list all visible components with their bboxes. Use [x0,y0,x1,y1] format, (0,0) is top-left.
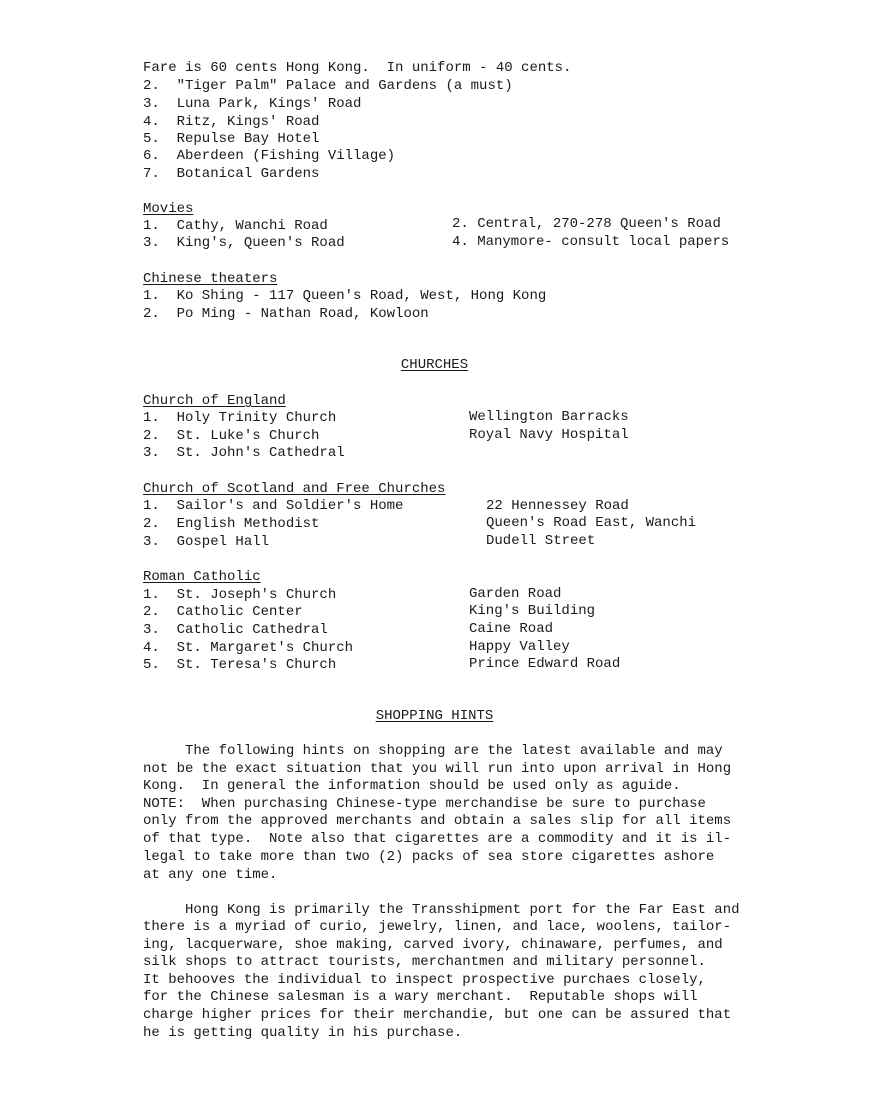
church-location: Caine Road [469,621,554,637]
church-location: Happy Valley [469,639,570,655]
movie-item: 3. King's, Queen's Road [143,235,345,251]
paragraph-line: Hong Kong is primarily the Transshipment port for the Far East and [143,902,740,918]
church-name: 1. Holy Trinity Church [143,410,337,426]
churches-title [0,357,869,374]
paragraph-line: not be the exact situation that you will run into upon arrival in Hong [143,761,732,777]
list-item: 6. Aberdeen (Fishing Village) [143,148,396,164]
paragraph-line: ing, lacquerware, shoe making, carved ivory, chinaware, perfumes, and [143,937,723,953]
fare-line: Fare is 60 cents Hong Kong. In uniform - 40 cents. [143,60,572,76]
paragraph-line: charge higher prices for their merchandie, but one can be assured that [143,1007,732,1023]
paragraph-line: there is a myriad of curio, jewelry, linen, and lace, woolens, tailor- [143,919,732,935]
paragraph-line: he is getting quality in his purchase. [143,1025,463,1041]
chinese-theaters-heading: Chinese theaters [143,271,278,287]
theater-item: 1. Ko Shing - 117 Queen's Road, West, Hong Kong [143,288,547,304]
church-location: 22 Hennessey Road [486,498,629,514]
paragraph-line: legal to take more than two (2) packs of sea store cigarettes ashore [143,849,715,865]
movie-item: 4. Manymore- consult local papers [452,234,730,250]
paragraph-line: The following hints on shopping are the latest available and may [143,743,723,759]
church-of-england-heading: Church of England [143,393,286,409]
shopping-hints-title-text: SHOPPING HINTS [375,708,494,724]
church-name: 2. St. Luke's Church [143,428,320,444]
paragraph-line: of that type. Note also that cigarettes are a commodity and it is il- [143,831,732,847]
list-item: 2. "Tiger Palm" Palace and Gardens (a must) [143,78,513,94]
church-location: Garden Road [469,586,562,602]
paragraph-line: It behooves the individual to inspect prospective purchaes closely, [143,972,706,988]
church-name: 3. Gospel Hall [143,534,270,550]
paragraph-line: at any one time. [143,867,278,883]
movies-heading: Movies [143,201,194,217]
paragraph-line: Kong. In general the information should be used only as aguide. [143,778,681,794]
shopping-hints-title [0,708,869,725]
church-name: 3. Catholic Cathedral [143,622,328,638]
list-item: 5. Repulse Bay Hotel [143,131,320,147]
movie-item: 2. Central, 270-278 Queen's Road [452,216,721,232]
church-location: Wellington Barracks [469,409,629,425]
church-location: Royal Navy Hospital [469,427,629,443]
movie-item: 1. Cathy, Wanchi Road [143,218,328,234]
paragraph-line: for the Chinese salesman is a wary merchant. Reputable shops will [143,989,698,1005]
church-name: 4. St. Margaret's Church [143,640,354,656]
theater-item: 2. Po Ming - Nathan Road, Kowloon [143,306,429,322]
church-name: 5. St. Teresa's Church [143,657,337,673]
church-name: 1. St. Joseph's Church [143,587,337,603]
list-item: 3. Luna Park, Kings' Road [143,96,362,112]
church-location: King's Building [469,603,596,619]
paragraph-line: NOTE: When purchasing Chinese-type merchandise be sure to purchase [143,796,706,812]
church-name: 1. Sailor's and Soldier's Home [143,498,404,514]
paragraph-line: silk shops to attract tourists, merchantmen and military personnel. [143,954,706,970]
church-name: 2. English Methodist [143,516,320,532]
church-name: 2. Catholic Center [143,604,303,620]
churches-title-text: CHURCHES [400,357,469,373]
church-location: Dudell Street [486,533,596,549]
church-location: Prince Edward Road [469,656,621,672]
church-name: 3. St. John's Cathedral [143,445,345,461]
church-of-scotland-heading: Church of Scotland and Free Churches [143,481,446,497]
church-location: Queen's Road East, Wanchi [486,515,697,531]
list-item: 7. Botanical Gardens [143,166,320,182]
roman-catholic-heading: Roman Catholic [143,569,261,585]
paragraph-line: only from the approved merchants and obtain a sales slip for all items [143,813,732,829]
list-item: 4. Ritz, Kings' Road [143,114,320,130]
